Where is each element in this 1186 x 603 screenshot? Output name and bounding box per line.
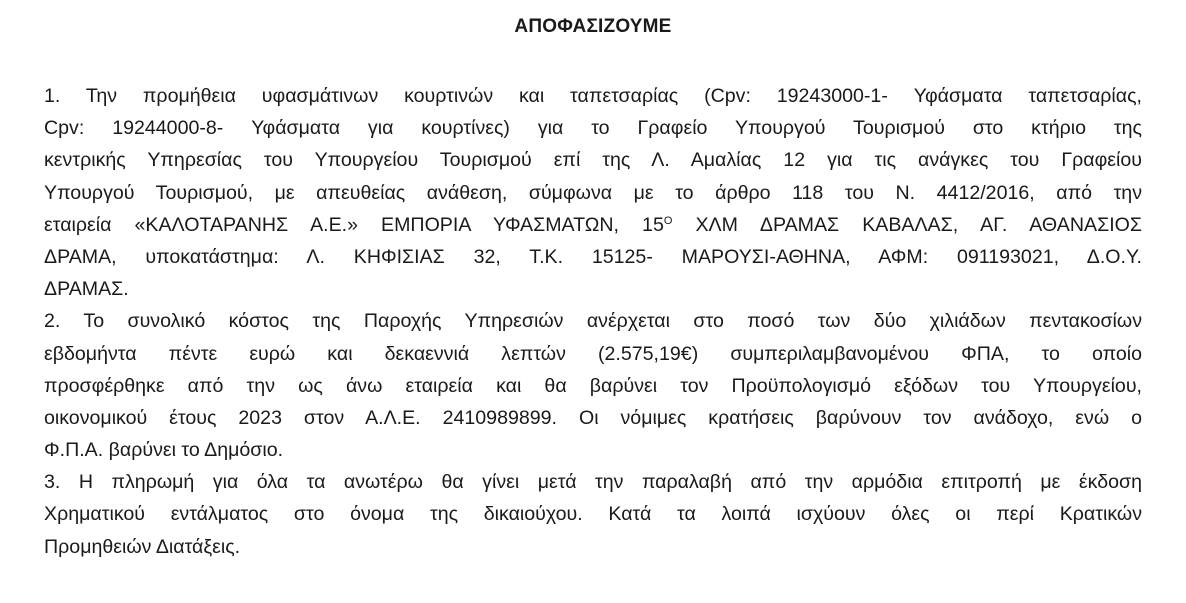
paragraph-line: οικονομικού έτους 2023 στον Α.Λ.Ε. 2410989899. Οι νόμιμες κρατήσεις βαρύνουν τον ανάδοχο, ενώ ο: [44, 406, 1142, 429]
line-text: ΧΛΜ ΔΡΑΜΑΣ ΚΑΒΑΛΑΣ, ΑΓ. ΑΘΑΝΑΣΙΟΣ: [672, 213, 1142, 236]
paragraph-line: [44, 209, 1142, 241]
document-body: [44, 80, 1142, 563]
paragraph-1: [44, 80, 1142, 305]
paragraph-3: [44, 466, 1142, 563]
paragraph-line: Φ.Π.Α. βαρύνει το Δημόσιο.: [44, 439, 284, 462]
paragraph-line: ΔΡΑΜΑ, υποκατάστημα: Λ. ΚΗΦΙΣΙΑΣ 32, Τ.Κ. 15125- ΜΑΡΟΥΣΙ-ΑΘΗΝΑ, ΑΦΜ: 091193021, Δ.Ο.Υ.: [44, 245, 1142, 268]
paragraph-line: Υπουργού Τουρισμού, με απευθείας ανάθεση, σύμφωνα με το άρθρο 118 του Ν. 4412/2016, από την: [44, 181, 1142, 204]
paragraph-line: Προμηθειών Διατάξεις.: [44, 535, 241, 558]
paragraph-line: προσφέρθηκε από την ως άνω εταιρεία και θα βαρύνει τον Προϋπολογισμό εξόδων του Υπουργείου,: [44, 374, 1142, 397]
superscript-o: Ο: [663, 214, 673, 227]
paragraph-line: 1. Την προμήθεια υφασμάτινων κουρτινών και ταπετσαρίας (Cpv: 19243000-1- Υφάσματα ταπετσαρίας,: [44, 85, 1142, 107]
paragraph-line: κεντρικής Υπηρεσίας του Υπουργείου Τουρισμού επί της Λ. Αμαλίας 12 για τις ανάγκες του Γραφείου: [44, 149, 1142, 172]
paragraph-2: [44, 305, 1142, 466]
paragraph-line: Cpv: 19244000-8- Υφάσματα για κουρτίνες) για το Γραφείο Υπουργού Τουρισμού στο κτήριο της: [44, 117, 1142, 140]
paragraph-line: Χρηματικού εντάλματος στο όνομα της δικαιούχου. Κατά τα λοιπά ισχύουν όλες οι περί Κρατικών: [44, 503, 1142, 526]
line-text: εταιρεία «ΚΑΛΟΤΑΡΑΝΗΣ Α.Ε.» ΕΜΠΟΡΙΑ ΥΦΑΣΜΑΤΩΝ, 15: [44, 213, 664, 236]
document-heading: ΑΠΟΦΑΣΙΖΟΥΜΕ: [514, 16, 672, 37]
paragraph-line: ΔΡΑΜΑΣ.: [44, 278, 129, 301]
paragraph-line: 3. Η πληρωμή για όλα τα ανωτέρω θα γίνει μετά την παραλαβή από την αρμόδια επιτροπή με έκδοση: [44, 471, 1142, 494]
paragraph-line: εβδομήντα πέντε ευρώ και δεκαεννιά λεπτών (2.575,19€) συμπεριλαμβανομένου ΦΠΑ, το οποίο: [44, 342, 1142, 365]
paragraph-line: 2. Το συνολικό κόστος της Παροχής Υπηρεσιών ανέρχεται στο ποσό των δύο χιλιάδων πεντακοσίων: [44, 310, 1142, 333]
